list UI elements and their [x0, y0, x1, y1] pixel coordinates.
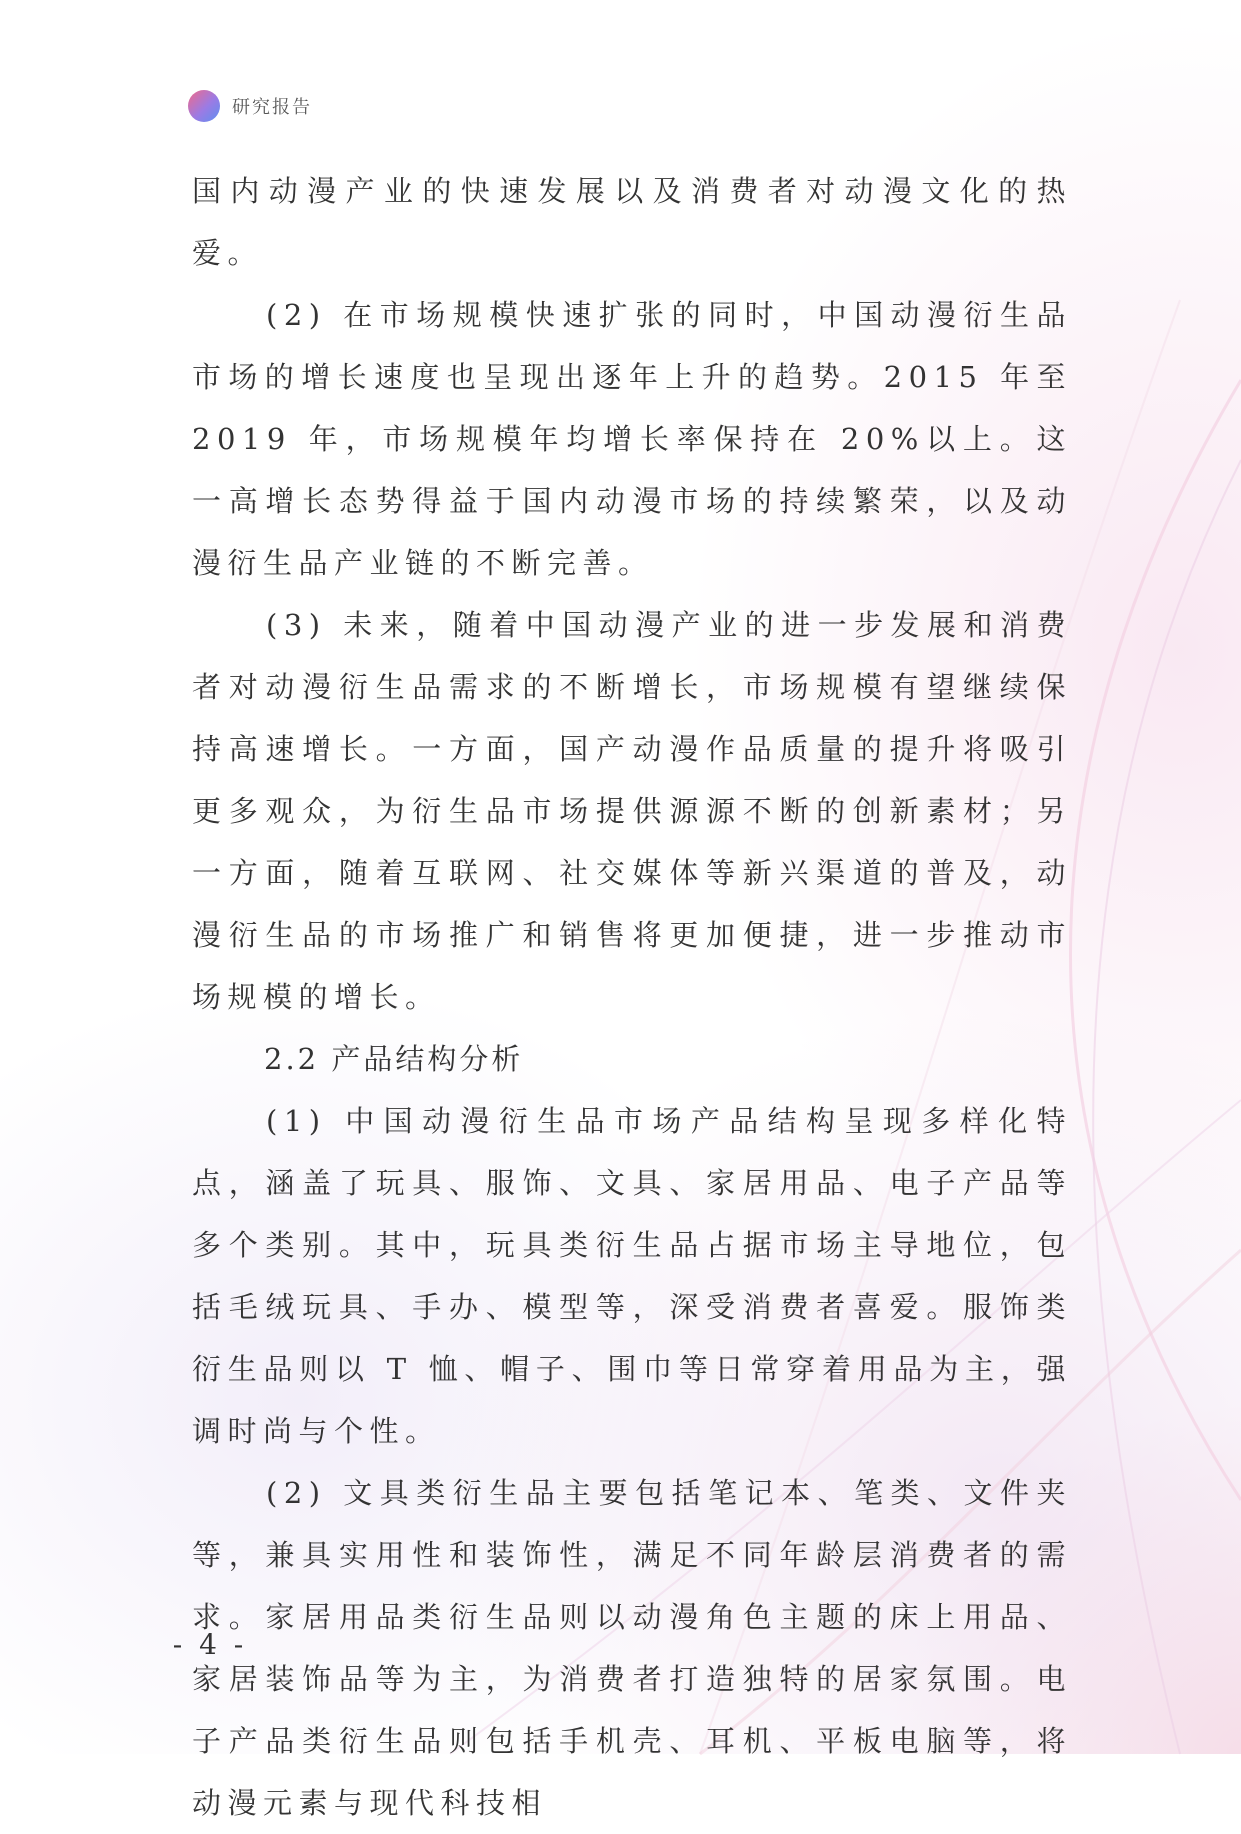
- page-number: - 4 -: [172, 1628, 248, 1661]
- section-paragraph-1: (1) 中国动漫衍生品市场产品结构呈现多样化特点，涵盖了玩具、服饰、文具、家居用品、电子产品等多个类别。其中，玩具类衍生品占据市场主导地位，包括毛绒玩具、手办、模型等，深受消费者喜爱。服饰类衍生品则以 T 恤、帽子、围巾等日常穿着用品为主，强调时尚与个性。: [192, 1104, 1072, 1448]
- paragraph-2: (2) 在市场规模快速扩张的同时，中国动漫衍生品市场的增长速度也呈现出逐年上升的趋势。2015 年至 2019 年，市场规模年均增长率保持在 20%以上。这一高增长态势得益于国内动漫市场的持续繁荣，以及动漫衍生品产业链的不断完善。: [192, 298, 1072, 580]
- section-heading: 2.2 产品结构分析: [264, 1042, 524, 1076]
- body-content: [192, 160, 1072, 1834]
- report-logo-icon: [188, 90, 220, 122]
- continuation-paragraph: 国内动漫产业的快速发展以及消费者对动漫文化的热爱。: [192, 174, 1072, 270]
- report-header: [188, 89, 312, 123]
- paragraph-3: (3) 未来，随着中国动漫产业的进一步发展和消费者对动漫衍生品需求的不断增长，市场规模有望继续保持高速增长。一方面，国产动漫作品质量的提升将吸引更多观众，为衍生品市场提供源源不断的创新素材；另一方面，随着互联网、社交媒体等新兴渠道的普及，动漫衍生品的市场推广和销售将更加便捷，进一步推动市场规模的增长。: [192, 608, 1072, 1014]
- section-paragraph-2: (2) 文具类衍生品主要包括笔记本、笔类、文件夹等，兼具实用性和装饰性，满足不同年龄层消费者的需求。家居用品类衍生品则以动漫角色主题的床上用品、家居装饰品等为主，为消费者打造独特的居家氛围。电子产品类衍生品则包括手机壳、耳机、平板电脑等，将动漫元素与现代科技相: [192, 1476, 1072, 1820]
- header-label: 研究报告: [232, 97, 312, 118]
